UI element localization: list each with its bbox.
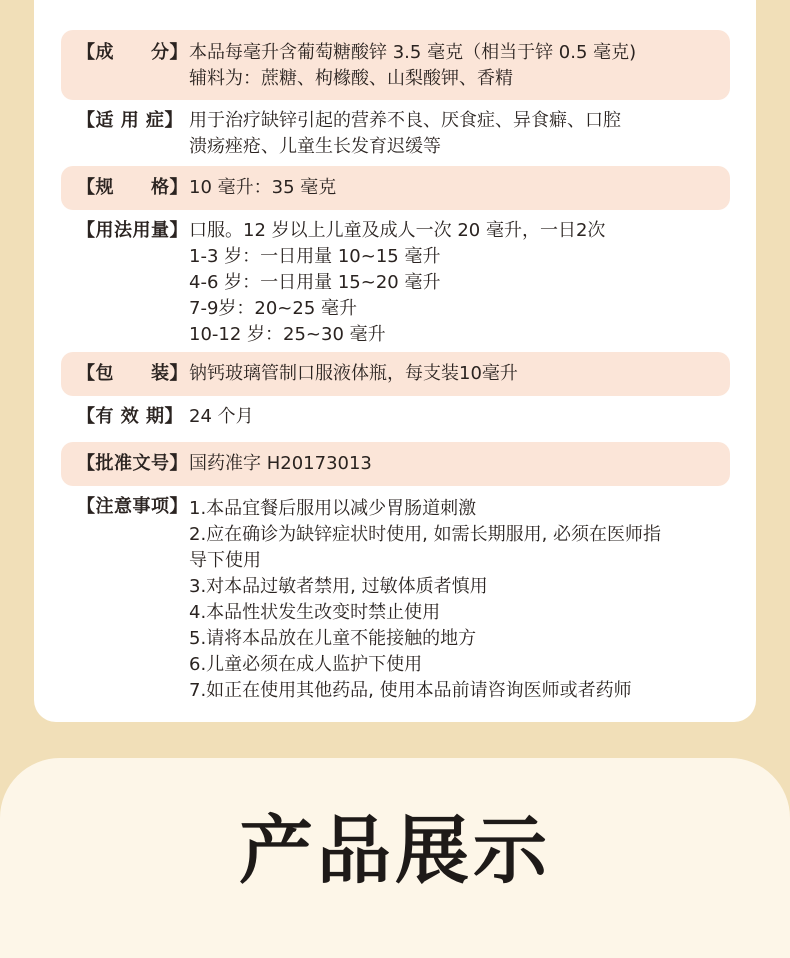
row-line: 6.儿童必须在成人监护下使用 xyxy=(189,654,423,675)
row-line: 国药准字 H20173013 xyxy=(189,453,372,474)
info-row-validity xyxy=(61,398,730,438)
info-row-approval-number xyxy=(61,442,730,486)
row-label: 【批准文号】 xyxy=(77,453,188,474)
row-label: 【规 格】 xyxy=(77,177,188,198)
row-content xyxy=(189,108,722,160)
section-title: 产品展示 xyxy=(239,808,551,894)
row-line: 10 毫升：35 毫克 xyxy=(189,177,337,198)
row-content xyxy=(189,404,722,430)
row-line: 用于治疗缺锌引起的营养不良、厌食症、异食癖、口腔 xyxy=(189,110,621,131)
row-line: 5.请将本品放在儿童不能接触的地方 xyxy=(189,628,477,649)
row-content xyxy=(189,175,722,201)
product-info-card xyxy=(34,0,756,722)
row-line: 4.本品性状发生改变时禁止使用 xyxy=(189,602,441,623)
info-row-packaging xyxy=(61,352,730,396)
row-line: 导下使用 xyxy=(189,550,261,571)
row-label: 【有 效 期】 xyxy=(77,406,184,427)
info-row-ingredients xyxy=(61,30,730,100)
row-line: 1-3 岁：一日用量 10~15 毫升 xyxy=(189,246,441,267)
row-content xyxy=(189,218,722,348)
info-row-specification xyxy=(61,166,730,210)
row-line: 3.对本品过敏者禁用, 过敏体质者慎用 xyxy=(189,576,488,597)
row-label: 【成 分】 xyxy=(77,42,188,63)
row-line: 24 个月 xyxy=(189,406,254,427)
row-line: 口服。12 岁以上儿童及成人一次 20 毫升，一日2次 xyxy=(189,220,606,241)
row-label: 【包 装】 xyxy=(77,363,188,384)
row-label: 【适 用 症】 xyxy=(77,110,184,131)
row-line: 10-12 岁：25~30 毫升 xyxy=(189,324,386,345)
row-content xyxy=(189,40,722,92)
row-content xyxy=(189,361,722,387)
row-line: 本品每毫升含葡萄糖酸锌 3.5 毫克（相当于锌 0.5 毫克) xyxy=(189,42,637,63)
row-label: 【注意事项】 xyxy=(77,496,188,517)
row-content xyxy=(189,496,722,704)
info-row-precautions xyxy=(61,494,730,710)
info-row-dosage xyxy=(61,216,730,348)
row-line: 辅料为：蔗糖、枸橼酸、山梨酸钾、香精 xyxy=(189,68,513,89)
row-content xyxy=(189,451,722,477)
row-line: 2.应在确诊为缺锌症状时使用, 如需长期服用, 必须在医师指 xyxy=(189,524,662,545)
row-line: 溃疡痤疮、儿童生长发育迟缓等 xyxy=(189,136,441,157)
row-line: 1.本品宜餐后服用以减少胃肠道刺激 xyxy=(189,498,477,519)
row-label: 【用法用量】 xyxy=(77,220,188,241)
row-line: 4-6 岁：一日用量 15~20 毫升 xyxy=(189,272,441,293)
row-line: 7-9岁：20~25 毫升 xyxy=(189,298,358,319)
row-line: 钠钙玻璃管制口服液体瓶，每支装10毫升 xyxy=(189,363,518,384)
info-row-indications xyxy=(61,104,730,164)
row-line: 7.如正在使用其他药品, 使用本品前请咨询医师或者药师 xyxy=(189,680,632,701)
